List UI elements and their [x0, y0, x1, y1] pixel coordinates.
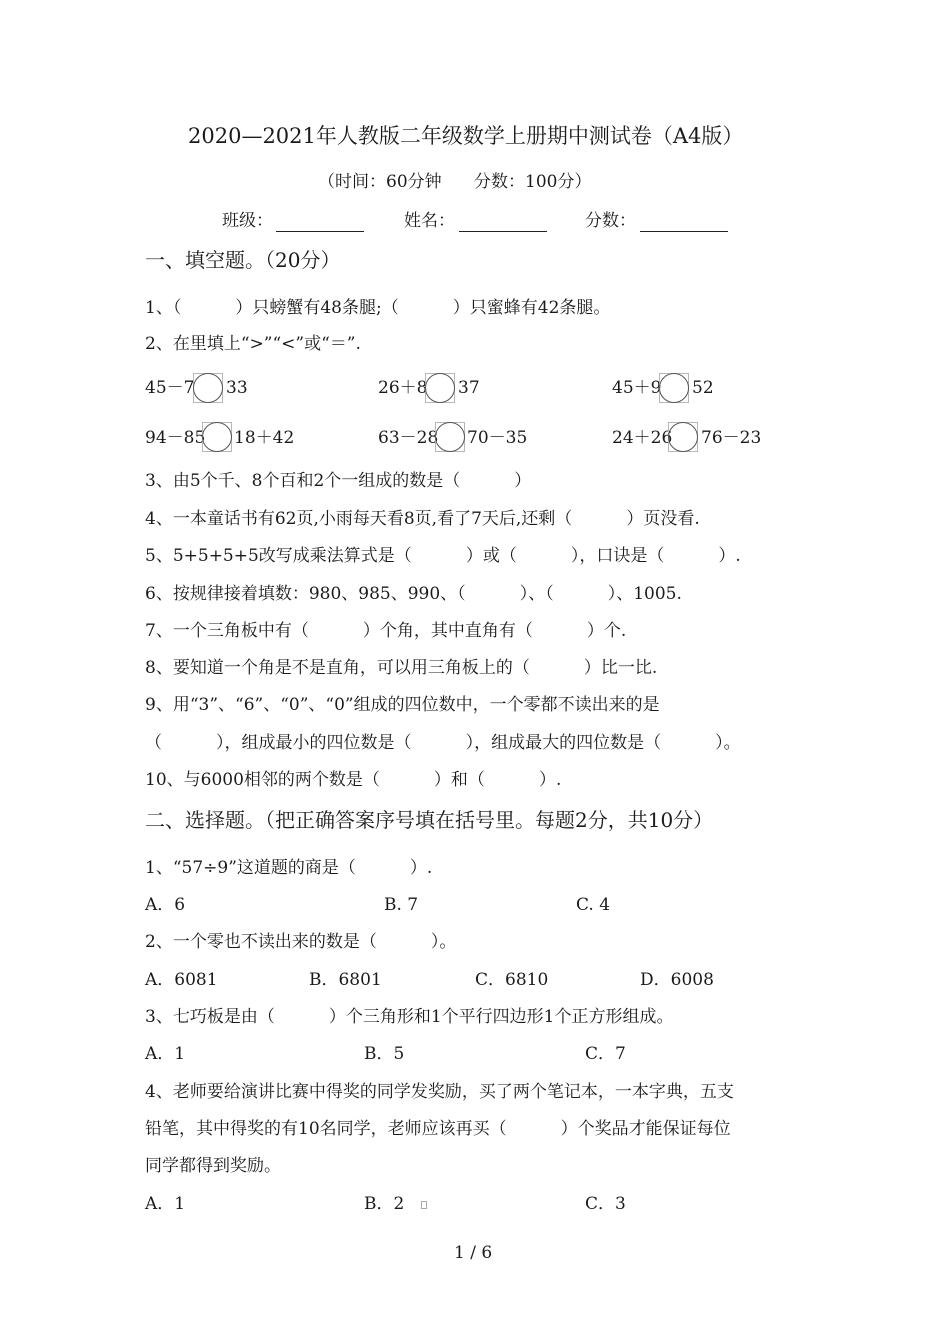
question-1-3: 3、由5个千、8个百和2个一组成的数是（ ） — [145, 471, 532, 491]
q2-2-option-b: B．6801 — [309, 970, 382, 990]
compare-left-3: 45＋9 — [612, 378, 662, 398]
compare-right-1: 33 — [226, 378, 248, 398]
compare-left-1: 45－7 — [145, 378, 195, 398]
compare-right-4: 18＋42 — [234, 428, 295, 448]
question-2-1: 1、“57÷9”这道题的商是（ ）. — [145, 858, 433, 878]
page-title: 2020—2021年人教版二年级数学上册期中测试卷（A4版） — [188, 124, 744, 148]
class-field[interactable] — [276, 231, 364, 232]
question-1-7: 7、一个三角板中有（ ）个角，其中直角有（ ）个. — [145, 621, 627, 641]
score-label: 分数： — [585, 211, 636, 231]
page-number: 1 / 6 — [454, 1243, 493, 1263]
question-1-4: 4、一本童话书有62页,小雨每天看8页,看了7天后,还剩（ ）页没看. — [145, 509, 700, 529]
compare-circle-2[interactable] — [425, 373, 455, 403]
question-1-8: 8、要知道一个角是不是直角，可以用三角板上的（ ）比一比. — [145, 658, 658, 678]
compare-left-2: 26＋8 — [378, 378, 428, 398]
compare-circle-6[interactable] — [668, 422, 698, 452]
compare-circle-1[interactable] — [193, 373, 223, 403]
name-label: 姓名： — [404, 211, 455, 231]
question-1-5: 5、5+5+5+5改写成乘法算式是（ ）或（ ），口诀是（ ）. — [145, 546, 741, 566]
question-1-9-line2: （ ），组成最小的四位数是（ ），组成最大的四位数是（ ）。 — [145, 733, 741, 753]
compare-circle-3[interactable] — [659, 373, 689, 403]
exam-info: （时间：60分钟 分数：100分） — [318, 172, 592, 192]
q2-1-option-a: A．6 — [145, 895, 186, 915]
q2-4-option-b: B．2 — [364, 1194, 405, 1214]
question-2-4-line3: 同学都得到奖励。 — [145, 1156, 281, 1176]
q2-3-option-c: C．7 — [585, 1044, 626, 1064]
score-field[interactable] — [640, 231, 728, 232]
name-field[interactable] — [459, 231, 547, 232]
class-label: 班级： — [222, 211, 273, 231]
question-2-4-line2: 铅笔，其中得奖的有10名同学，老师应该再买（ ）个奖品才能保证每位 — [145, 1119, 731, 1139]
q2-1-option-c: C. 4 — [576, 895, 611, 915]
q2-3-option-b: B．5 — [364, 1044, 405, 1064]
q2-3-option-a: A．1 — [145, 1044, 186, 1064]
question-1-10: 10、与6000相邻的两个数是（ ）和（ ）. — [145, 770, 562, 790]
question-2-2: 2、一个零也不读出来的数是（ ）。 — [145, 932, 457, 952]
q2-2-option-c: C．6810 — [475, 970, 549, 990]
q2-1-option-b: B. 7 — [384, 895, 419, 915]
compare-right-3: 52 — [692, 378, 714, 398]
compare-circle-5[interactable] — [435, 422, 465, 452]
compare-right-6: 76－23 — [701, 428, 762, 448]
compare-right-2: 37 — [458, 378, 480, 398]
q2-4-option-a: A．1 — [145, 1194, 186, 1214]
compare-circle-4[interactable] — [202, 422, 232, 452]
q2-2-option-d: D．6008 — [640, 970, 714, 990]
question-1-6: 6、按规律接着填数：980、985、990、（ ）、（ ）、1005. — [145, 584, 682, 604]
question-1-9-line1: 9、用“3”、“6”、“0”、“0”组成的四位数中，一个零都不读出来的是 — [145, 695, 660, 715]
compare-left-6: 24＋26 — [612, 428, 673, 448]
compare-right-5: 70－35 — [467, 428, 528, 448]
section-heading-multiple-choice: 二、选择题。（把正确答案序号填在括号里。每题2分，共10分） — [145, 808, 714, 832]
compare-left-4: 94－85 — [145, 428, 206, 448]
q2-2-option-a: A．6081 — [145, 970, 218, 990]
stray-mark — [421, 1201, 427, 1209]
q2-4-option-c: C．3 — [585, 1194, 626, 1214]
compare-left-5: 63－28 — [378, 428, 439, 448]
section-heading-fill-in: 一、填空题。（20分） — [145, 248, 341, 272]
question-2-3: 3、七巧板是由（ ）个三角形和1个平行四边形1个正方形组成。 — [145, 1007, 674, 1027]
question-2-4-line1: 4、老师要给演讲比赛中得奖的同学发奖励，买了两个笔记本，一本字典，五支 — [145, 1082, 734, 1102]
question-1-2: 2、在里填上“>”“<”或“＝”. — [145, 334, 361, 354]
question-1-1: 1、（ ）只螃蟹有48条腿;（ ）只蜜蜂有42条腿。 — [145, 298, 611, 318]
